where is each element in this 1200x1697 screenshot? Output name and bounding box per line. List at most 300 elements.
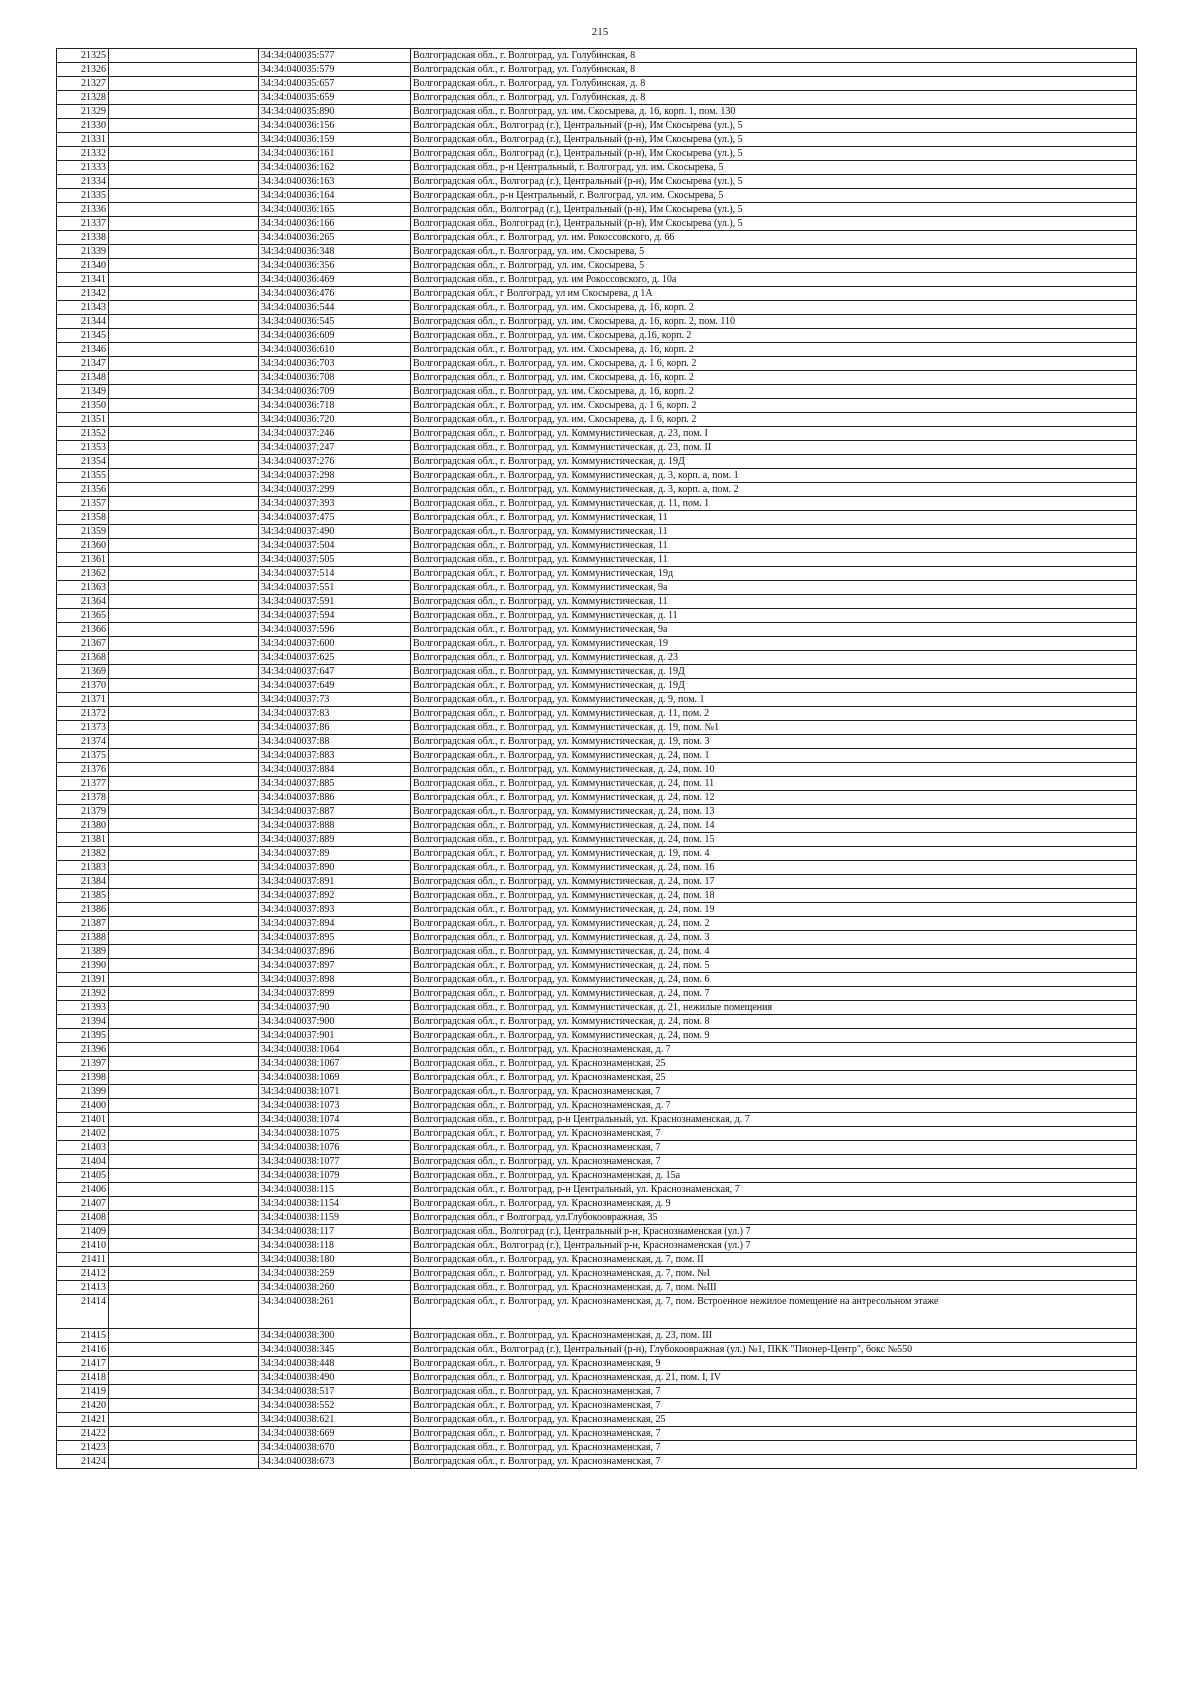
- cadastral-number-cell: 34:34:040038:300: [259, 1329, 411, 1343]
- address-cell: Волгоградская обл., г. Волгоград, ул. Коммунистическая, д. 19, пом. 3: [411, 735, 1137, 749]
- cadastral-number-cell: 34:34:040036:476: [259, 287, 411, 301]
- empty-cell: [109, 385, 259, 399]
- address-cell: Волгоградская обл., г. Волгоград, ул. Коммунистическая, 11: [411, 553, 1137, 567]
- cadastral-number-cell: 34:34:040037:901: [259, 1029, 411, 1043]
- address-cell: Волгоградская обл., г. Волгоград, ул. Коммунистическая, д. 19Д: [411, 679, 1137, 693]
- table-row: [57, 1099, 1137, 1113]
- row-number-cell: 21366: [57, 623, 109, 637]
- cadastral-number-cell: 34:34:040036:164: [259, 189, 411, 203]
- empty-cell: [109, 777, 259, 791]
- empty-cell: [109, 1183, 259, 1197]
- table-row: [57, 749, 1137, 763]
- address-cell: Волгоградская обл., Волгоград (г.), Центральный (р-н), Им Скосырева (ул.), 5: [411, 203, 1137, 217]
- cadastral-number-cell: 34:34:040038:1073: [259, 1099, 411, 1113]
- row-number-cell: 21362: [57, 567, 109, 581]
- table-row: [57, 77, 1137, 91]
- row-number-cell: 21411: [57, 1253, 109, 1267]
- cadastral-number-cell: 34:34:040037:891: [259, 875, 411, 889]
- address-cell: Волгоградская обл., г. Волгоград, ул. им. Скосырева, д. 16, корп. 2, пом. 110: [411, 315, 1137, 329]
- address-cell: Волгоградская обл., г. Волгоград, ул. Голубинская, 8: [411, 63, 1137, 77]
- row-number-cell: 21383: [57, 861, 109, 875]
- row-number-cell: 21334: [57, 175, 109, 189]
- cadastral-number-cell: 34:34:040036:165: [259, 203, 411, 217]
- table-row: [57, 175, 1137, 189]
- empty-cell: [109, 357, 259, 371]
- empty-cell: [109, 665, 259, 679]
- cadastral-number-cell: 34:34:040036:545: [259, 315, 411, 329]
- empty-cell: [109, 875, 259, 889]
- empty-cell: [109, 1455, 259, 1469]
- address-cell: Волгоградская обл., г. Волгоград, ул. Краснознаменская, д. 15а: [411, 1169, 1137, 1183]
- empty-cell: [109, 791, 259, 805]
- table-row: [57, 903, 1137, 917]
- cadastral-number-cell: 34:34:040037:505: [259, 553, 411, 567]
- cadastral-number-cell: 34:34:040037:475: [259, 511, 411, 525]
- table-row: [57, 847, 1137, 861]
- cadastral-number-cell: 34:34:040035:657: [259, 77, 411, 91]
- table-row: [57, 1399, 1137, 1413]
- address-cell: Волгоградская обл., г. Волгоград, р-н Центральный, ул. Краснознаменская, д. 7: [411, 1113, 1137, 1127]
- row-number-cell: 21368: [57, 651, 109, 665]
- table-row: [57, 217, 1137, 231]
- empty-cell: [109, 1281, 259, 1295]
- address-cell: Волгоградская обл., г. Волгоград, ул. Коммунистическая, д. 3, корп. а, пом. 1: [411, 469, 1137, 483]
- empty-cell: [109, 931, 259, 945]
- empty-cell: [109, 245, 259, 259]
- cadastral-number-cell: 34:34:040037:887: [259, 805, 411, 819]
- empty-cell: [109, 175, 259, 189]
- row-number-cell: 21393: [57, 1001, 109, 1015]
- empty-cell: [109, 735, 259, 749]
- cadastral-number-cell: 34:34:040037:90: [259, 1001, 411, 1015]
- address-cell: Волгоградская обл., Волгоград (г.), Центральный (р-н), Им Скосырева (ул.), 5: [411, 147, 1137, 161]
- address-cell: Волгоградская обл., г. Волгоград, ул. Краснознаменская, 7: [411, 1155, 1137, 1169]
- cadastral-number-cell: 34:34:040037:298: [259, 469, 411, 483]
- address-cell: Волгоградская обл., г. Волгоград, ул. Коммунистическая, д. 24, пом. 3: [411, 931, 1137, 945]
- table-row: [57, 987, 1137, 1001]
- empty-cell: [109, 679, 259, 693]
- address-cell: Волгоградская обл., р-н Центральный, г. Волгоград, ул. им. Скосырева, 5: [411, 189, 1137, 203]
- address-cell: Волгоградская обл., г. Волгоград, ул. Краснознаменская, д. 7, пом. Встроенное нежилое помещение на антресольном этаже: [411, 1295, 1137, 1329]
- cadastral-number-cell: 34:34:040036:708: [259, 371, 411, 385]
- table-row: [57, 791, 1137, 805]
- table-row: [57, 231, 1137, 245]
- empty-cell: [109, 847, 259, 861]
- cadastral-number-cell: 34:34:040037:276: [259, 455, 411, 469]
- address-cell: Волгоградская обл., Волгоград (г.), Центральный р-н, Краснознаменская (ул.) 7: [411, 1239, 1137, 1253]
- table-row: [57, 1113, 1137, 1127]
- address-cell: Волгоградская обл., г. Волгоград, ул. Коммунистическая, д. 24, пом. 4: [411, 945, 1137, 959]
- cadastral-number-cell: 34:34:040037:299: [259, 483, 411, 497]
- cadastral-number-cell: 34:34:040036:162: [259, 161, 411, 175]
- table-row: [57, 133, 1137, 147]
- cadastral-number-cell: 34:34:040038:490: [259, 1371, 411, 1385]
- row-number-cell: 21340: [57, 259, 109, 273]
- row-number-cell: 21410: [57, 1239, 109, 1253]
- row-number-cell: 21325: [57, 49, 109, 63]
- cadastral-number-cell: 34:34:040038:670: [259, 1441, 411, 1455]
- row-number-cell: 21355: [57, 469, 109, 483]
- cadastral-number-cell: 34:34:040038:117: [259, 1225, 411, 1239]
- table-row: [57, 1001, 1137, 1015]
- table-row: [57, 623, 1137, 637]
- cadastral-number-cell: 34:34:040035:579: [259, 63, 411, 77]
- empty-cell: [109, 567, 259, 581]
- table-row: [57, 287, 1137, 301]
- empty-cell: [109, 189, 259, 203]
- table-row: [57, 651, 1137, 665]
- row-number-cell: 21359: [57, 525, 109, 539]
- row-number-cell: 21333: [57, 161, 109, 175]
- address-cell: Волгоградская обл., г. Волгоград, ул. Коммунистическая, д. 24, пом. 6: [411, 973, 1137, 987]
- empty-cell: [109, 707, 259, 721]
- empty-cell: [109, 259, 259, 273]
- empty-cell: [109, 105, 259, 119]
- row-number-cell: 21348: [57, 371, 109, 385]
- cadastral-number-cell: 34:34:040038:261: [259, 1295, 411, 1329]
- row-number-cell: 21382: [57, 847, 109, 861]
- cadastral-number-cell: 34:34:040036:265: [259, 231, 411, 245]
- table-row: [57, 301, 1137, 315]
- empty-cell: [109, 595, 259, 609]
- row-number-cell: 21420: [57, 1399, 109, 1413]
- empty-cell: [109, 1099, 259, 1113]
- empty-cell: [109, 623, 259, 637]
- address-cell: Волгоградская обл., г. Волгоград, ул. им. Скосырева, д.16, корп. 2: [411, 329, 1137, 343]
- cadastral-number-cell: 34:34:040036:718: [259, 399, 411, 413]
- address-cell: Волгоградская обл., г. Волгоград, ул. Коммунистическая, 19: [411, 637, 1137, 651]
- row-number-cell: 21332: [57, 147, 109, 161]
- row-number-cell: 21419: [57, 1385, 109, 1399]
- table-row: [57, 1169, 1137, 1183]
- cadastral-number-cell: 34:34:040037:393: [259, 497, 411, 511]
- table-row: [57, 1057, 1137, 1071]
- table-row: [57, 1385, 1137, 1399]
- table-row: [57, 945, 1137, 959]
- table-row: [57, 1239, 1137, 1253]
- row-number-cell: 21380: [57, 819, 109, 833]
- empty-cell: [109, 147, 259, 161]
- empty-cell: [109, 483, 259, 497]
- table-row: [57, 511, 1137, 525]
- empty-cell: [109, 1295, 259, 1329]
- address-cell: Волгоградская обл., г. Волгоград, ул. Голубинская, д. 8: [411, 91, 1137, 105]
- empty-cell: [109, 231, 259, 245]
- cadastral-number-cell: 34:34:040036:348: [259, 245, 411, 259]
- address-cell: Волгоградская обл., г Волгоград, ул.Глубокоовражная, 35: [411, 1211, 1137, 1225]
- row-number-cell: 21387: [57, 917, 109, 931]
- cadastral-number-cell: 34:34:040036:709: [259, 385, 411, 399]
- row-number-cell: 21397: [57, 1057, 109, 1071]
- cadastral-number-cell: 34:34:040038:180: [259, 1253, 411, 1267]
- row-number-cell: 21358: [57, 511, 109, 525]
- row-number-cell: 21350: [57, 399, 109, 413]
- row-number-cell: 21412: [57, 1267, 109, 1281]
- cadastral-number-cell: 34:34:040037:890: [259, 861, 411, 875]
- empty-cell: [109, 1113, 259, 1127]
- row-number-cell: 21384: [57, 875, 109, 889]
- table-row: [57, 427, 1137, 441]
- empty-cell: [109, 1085, 259, 1099]
- empty-cell: [109, 1211, 259, 1225]
- empty-cell: [109, 1043, 259, 1057]
- cadastral-number-cell: 34:34:040038:118: [259, 1239, 411, 1253]
- row-number-cell: 21338: [57, 231, 109, 245]
- table-row: [57, 553, 1137, 567]
- table-row: [57, 1371, 1137, 1385]
- table-row: [57, 875, 1137, 889]
- row-number-cell: 21409: [57, 1225, 109, 1239]
- row-number-cell: 21343: [57, 301, 109, 315]
- table-row: [57, 119, 1137, 133]
- table-row: [57, 679, 1137, 693]
- row-number-cell: 21351: [57, 413, 109, 427]
- cadastral-number-cell: 34:34:040037:883: [259, 749, 411, 763]
- empty-cell: [109, 1155, 259, 1169]
- table-row: [57, 819, 1137, 833]
- address-cell: Волгоградская обл., г. Волгоград, ул. Коммунистическая, д. 11: [411, 609, 1137, 623]
- table-row: [57, 665, 1137, 679]
- address-cell: Волгоградская обл., г. Волгоград, ул. Краснознаменская, д. 7, пом. №I: [411, 1267, 1137, 1281]
- row-number-cell: 21370: [57, 679, 109, 693]
- cadastral-number-cell: 34:34:040035:577: [259, 49, 411, 63]
- table-row: [57, 455, 1137, 469]
- address-cell: Волгоградская обл., г Волгоград, ул им Скосырева, д 1А: [411, 287, 1137, 301]
- address-cell: Волгоградская обл., г. Волгоград, ул. Коммунистическая, д. 24, пом. 15: [411, 833, 1137, 847]
- row-number-cell: 21388: [57, 931, 109, 945]
- row-number-cell: 21375: [57, 749, 109, 763]
- address-cell: Волгоградская обл., г. Волгоград, ул. Коммунистическая, д. 24, пом. 12: [411, 791, 1137, 805]
- cadastral-number-cell: 34:34:040036:161: [259, 147, 411, 161]
- empty-cell: [109, 399, 259, 413]
- empty-cell: [109, 1413, 259, 1427]
- table-row: [57, 91, 1137, 105]
- address-cell: Волгоградская обл., г. Волгоград, ул. Краснознаменская, 7: [411, 1455, 1137, 1469]
- address-cell: Волгоградская обл., г. Волгоград, ул. Коммунистическая, д. 24, пом. 18: [411, 889, 1137, 903]
- cadastral-number-cell: 34:34:040036:610: [259, 343, 411, 357]
- address-cell: Волгоградская обл., г. Волгоград, ул. им. Скосырева, д. 16, корп. 1, пом. 130: [411, 105, 1137, 119]
- row-number-cell: 21360: [57, 539, 109, 553]
- table-row: [57, 329, 1137, 343]
- address-cell: Волгоградская обл., г. Волгоград, ул. Краснознаменская, 7: [411, 1085, 1137, 1099]
- cadastral-number-cell: 34:34:040038:1071: [259, 1085, 411, 1099]
- table-row: [57, 959, 1137, 973]
- empty-cell: [109, 1127, 259, 1141]
- cadastral-number-cell: 34:34:040037:898: [259, 973, 411, 987]
- registry-table: [56, 48, 1137, 1469]
- table-row: [57, 371, 1137, 385]
- address-cell: Волгоградская обл., г. Волгоград, ул. Коммунистическая, д. 24, пом. 13: [411, 805, 1137, 819]
- row-number-cell: 21395: [57, 1029, 109, 1043]
- address-cell: Волгоградская обл., г. Волгоград, ул. Краснознаменская, 25: [411, 1413, 1137, 1427]
- cadastral-number-cell: 34:34:040036:166: [259, 217, 411, 231]
- address-cell: Волгоградская обл., г. Волгоград, ул. Краснознаменская, 7: [411, 1141, 1137, 1155]
- table-row: [57, 595, 1137, 609]
- row-number-cell: 21401: [57, 1113, 109, 1127]
- cadastral-number-cell: 34:34:040036:159: [259, 133, 411, 147]
- cadastral-number-cell: 34:34:040036:469: [259, 273, 411, 287]
- row-number-cell: 21385: [57, 889, 109, 903]
- address-cell: Волгоградская обл., г. Волгоград, ул. Коммунистическая, 11: [411, 511, 1137, 525]
- cadastral-number-cell: 34:34:040037:889: [259, 833, 411, 847]
- cadastral-number-cell: 34:34:040037:899: [259, 987, 411, 1001]
- empty-cell: [109, 1141, 259, 1155]
- table-row: [57, 707, 1137, 721]
- row-number-cell: 21417: [57, 1357, 109, 1371]
- cadastral-number-cell: 34:34:040036:720: [259, 413, 411, 427]
- empty-cell: [109, 301, 259, 315]
- address-cell: Волгоградская обл., г. Волгоград, ул. Краснознаменская, 25: [411, 1071, 1137, 1085]
- cadastral-number-cell: 34:34:040038:259: [259, 1267, 411, 1281]
- address-cell: Волгоградская обл., г. Волгоград, ул. Коммунистическая, 9а: [411, 581, 1137, 595]
- address-cell: Волгоградская обл., г. Волгоград, ул. Краснознаменская, д. 21, пом. I, IV: [411, 1371, 1137, 1385]
- row-number-cell: 21406: [57, 1183, 109, 1197]
- empty-cell: [109, 203, 259, 217]
- cadastral-number-cell: 34:34:040038:1154: [259, 1197, 411, 1211]
- row-number-cell: 21341: [57, 273, 109, 287]
- address-cell: Волгоградская обл., Волгоград (г.), Центральный (р-н), Глубокоовражная (ул.) №1, ПКК "Пионер-Центр", бокс №550: [411, 1343, 1137, 1357]
- empty-cell: [109, 819, 259, 833]
- address-cell: Волгоградская обл., г. Волгоград, ул. Краснознаменская, д. 7: [411, 1099, 1137, 1113]
- empty-cell: [109, 273, 259, 287]
- empty-cell: [109, 1015, 259, 1029]
- address-cell: Волгоградская обл., г. Волгоград, ул. Коммунистическая, д. 11, пом. 2: [411, 707, 1137, 721]
- empty-cell: [109, 315, 259, 329]
- cadastral-number-cell: 34:34:040037:900: [259, 1015, 411, 1029]
- table-row: [57, 497, 1137, 511]
- row-number-cell: 21377: [57, 777, 109, 791]
- address-cell: Волгоградская обл., Волгоград (г.), Центральный (р-н), Им Скосырева (ул.), 5: [411, 133, 1137, 147]
- address-cell: Волгоградская обл., г. Волгоград, ул. им. Скосырева, д. 16, корп. 2: [411, 371, 1137, 385]
- row-number-cell: 21378: [57, 791, 109, 805]
- cadastral-number-cell: 34:34:040037:504: [259, 539, 411, 553]
- empty-cell: [109, 693, 259, 707]
- row-number-cell: 21390: [57, 959, 109, 973]
- address-cell: Волгоградская обл., г. Волгоград, ул. Коммунистическая, д. 24, пом. 8: [411, 1015, 1137, 1029]
- row-number-cell: 21365: [57, 609, 109, 623]
- address-cell: Волгоградская обл., г. Волгоград, ул. Коммунистическая, д. 9, пом. 1: [411, 693, 1137, 707]
- table-row: [57, 273, 1137, 287]
- row-number-cell: 21330: [57, 119, 109, 133]
- cadastral-number-cell: 34:34:040037:896: [259, 945, 411, 959]
- empty-cell: [109, 1427, 259, 1441]
- row-number-cell: 21421: [57, 1413, 109, 1427]
- row-number-cell: 21363: [57, 581, 109, 595]
- row-number-cell: 21352: [57, 427, 109, 441]
- empty-cell: [109, 1253, 259, 1267]
- address-cell: Волгоградская обл., г. Волгоград, ул. Коммунистическая, 19д: [411, 567, 1137, 581]
- table-row: [57, 1295, 1137, 1329]
- row-number-cell: 21346: [57, 343, 109, 357]
- empty-cell: [109, 581, 259, 595]
- table-row: [57, 1455, 1137, 1469]
- empty-cell: [109, 1441, 259, 1455]
- empty-cell: [109, 889, 259, 903]
- table-row: [57, 1043, 1137, 1057]
- table-row: [57, 147, 1137, 161]
- address-cell: Волгоградская обл., Волгоград (г.), Центральный р-н, Краснознаменская (ул.) 7: [411, 1225, 1137, 1239]
- cadastral-number-cell: 34:34:040038:345: [259, 1343, 411, 1357]
- table-row: [57, 1085, 1137, 1099]
- empty-cell: [109, 329, 259, 343]
- address-cell: Волгоградская обл., г. Волгоград, ул. Коммунистическая, 11: [411, 539, 1137, 553]
- table-row: [57, 357, 1137, 371]
- cadastral-number-cell: 34:34:040037:885: [259, 777, 411, 791]
- address-cell: Волгоградская обл., г. Волгоград, ул. Коммунистическая, д. 24, пом. 14: [411, 819, 1137, 833]
- row-number-cell: 21369: [57, 665, 109, 679]
- empty-cell: [109, 721, 259, 735]
- row-number-cell: 21374: [57, 735, 109, 749]
- empty-cell: [109, 833, 259, 847]
- table-row: [57, 581, 1137, 595]
- row-number-cell: 21376: [57, 763, 109, 777]
- empty-cell: [109, 77, 259, 91]
- row-number-cell: 21335: [57, 189, 109, 203]
- address-cell: Волгоградская обл., г. Волгоград, ул. Краснознаменская, 7: [411, 1385, 1137, 1399]
- table-row: [57, 693, 1137, 707]
- address-cell: Волгоградская обл., г. Волгоград, ул. Краснознаменская, д. 7, пом. II: [411, 1253, 1137, 1267]
- address-cell: Волгоградская обл., г. Волгоград, р-н Центральный, ул. Краснознаменская, 7: [411, 1183, 1137, 1197]
- table-row: [57, 1071, 1137, 1085]
- address-cell: Волгоградская обл., г. Волгоград, ул. Коммунистическая, д. 24, пом. 10: [411, 763, 1137, 777]
- table-row: [57, 1127, 1137, 1141]
- row-number-cell: 21405: [57, 1169, 109, 1183]
- row-number-cell: 21326: [57, 63, 109, 77]
- address-cell: Волгоградская обл., г. Волгоград, ул. Краснознаменская, 25: [411, 1057, 1137, 1071]
- address-cell: Волгоградская обл., г. Волгоград, ул. Коммунистическая, д. 24, пом. 7: [411, 987, 1137, 1001]
- cadastral-number-cell: 34:34:040038:673: [259, 1455, 411, 1469]
- empty-cell: [109, 1225, 259, 1239]
- address-cell: Волгоградская обл., г. Волгоград, ул. Коммунистическая, д. 19Д: [411, 455, 1137, 469]
- empty-cell: [109, 945, 259, 959]
- table-row: [57, 1225, 1137, 1239]
- cadastral-number-cell: 34:34:040037:246: [259, 427, 411, 441]
- row-number-cell: 21337: [57, 217, 109, 231]
- empty-cell: [109, 119, 259, 133]
- row-number-cell: 21396: [57, 1043, 109, 1057]
- address-cell: Волгоградская обл., г. Волгоград, ул. им. Скосырева, д. 1 6, корп. 2: [411, 357, 1137, 371]
- empty-cell: [109, 1197, 259, 1211]
- cadastral-number-cell: 34:34:040037:83: [259, 707, 411, 721]
- empty-cell: [109, 539, 259, 553]
- table-row: [57, 413, 1137, 427]
- row-number-cell: 21423: [57, 1441, 109, 1455]
- row-number-cell: 21339: [57, 245, 109, 259]
- table-row: [57, 777, 1137, 791]
- row-number-cell: 21398: [57, 1071, 109, 1085]
- row-number-cell: 21418: [57, 1371, 109, 1385]
- cadastral-number-cell: 34:34:040037:886: [259, 791, 411, 805]
- cadastral-number-cell: 34:34:040038:115: [259, 1183, 411, 1197]
- address-cell: Волгоградская обл., г. Волгоград, ул. Коммунистическая, д. 19Д: [411, 665, 1137, 679]
- address-cell: Волгоградская обл., Волгоград (г.), Центральный (р-н), Им Скосырева (ул.), 5: [411, 119, 1137, 133]
- empty-cell: [109, 217, 259, 231]
- row-number-cell: 21342: [57, 287, 109, 301]
- row-number-cell: 21404: [57, 1155, 109, 1169]
- page-number: 215: [591, 26, 609, 38]
- address-cell: Волгоградская обл., г. Волгоград, ул. им. Скосырева, д. 1 6, корп. 2: [411, 399, 1137, 413]
- cadastral-number-cell: 34:34:040037:490: [259, 525, 411, 539]
- empty-cell: [109, 525, 259, 539]
- empty-cell: [109, 749, 259, 763]
- address-cell: Волгоградская обл., г. Волгоград, ул. Голубинская, д. 8: [411, 77, 1137, 91]
- row-number-cell: 21391: [57, 973, 109, 987]
- cadastral-number-cell: 34:34:040038:1076: [259, 1141, 411, 1155]
- empty-cell: [109, 1029, 259, 1043]
- table-row: [57, 1197, 1137, 1211]
- cadastral-number-cell: 34:34:040038:1069: [259, 1071, 411, 1085]
- table-row: [57, 483, 1137, 497]
